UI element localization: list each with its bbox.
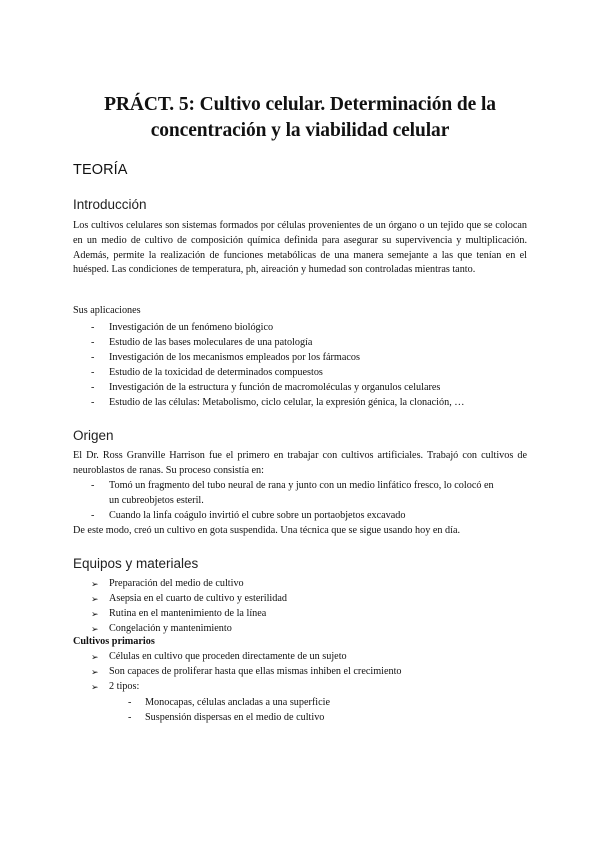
- page-title: [60, 92, 540, 144]
- application-item: Estudio de las bases moleculares de una patología: [109, 337, 313, 348]
- bullet-dash: -: [91, 367, 95, 378]
- origin-closing: De este modo, creó un cultivo en gota suspendida. Una técnica que se sigue usando hoy en día.: [73, 525, 461, 536]
- equipment-item: Congelación y mantenimiento: [109, 623, 232, 634]
- heading-equipos: Equipos y materiales: [73, 556, 199, 571]
- applications-label: Sus aplicaciones: [73, 305, 141, 316]
- bullet-dash: -: [91, 322, 95, 333]
- application-item: Investigación de un fenómeno biológico: [109, 322, 274, 333]
- equipment-item: Asepsia en el cuarto de cultivo y esterilidad: [109, 593, 287, 604]
- application-item: Investigación de los mecanismos empleados por los fármacos: [109, 352, 360, 363]
- application-item: Investigación de la estructura y función de macromoléculas y organulos celulares: [109, 382, 441, 393]
- primary-item: Células en cultivo que proceden directamente de un sujeto: [109, 651, 347, 662]
- arrow-bullet-icon: ➢: [91, 609, 99, 619]
- type-item: Monocapas, células ancladas a una superficie: [145, 697, 330, 708]
- intro-paragraph: Los cultivos celulares son sistemas formados por células provenientes de un órgano o un tejido que se colocan en un medio de cultivo de composición química definida para asegurar su supervivencia y multiplicación. Además, permite la realización de funciones metabólicas de una manera semejante a las que tenían en el huésped. Las condiciones de temperatura, ph, aireación y humedad son controladas mientras tanto.: [73, 220, 527, 276]
- heading-cultivos-primarios: Cultivos primarios: [73, 636, 155, 647]
- title-line-1: PRÁCT. 5: Cultivo celular. Determinación de la: [104, 94, 496, 115]
- title-line-2: concentración y la viabilidad celular: [150, 120, 450, 141]
- origin-step: Tomó un fragmento del tubo neural de rana y junto con un medio linfático fresco, lo colocó en: [109, 480, 494, 491]
- bullet-dash: -: [91, 510, 95, 521]
- heading-introduccion: Introducción: [73, 197, 147, 212]
- bullet-dash: -: [128, 697, 132, 708]
- application-item: Estudio de la toxicidad de determinados compuestos: [109, 367, 323, 378]
- bullet-dash: -: [91, 352, 95, 363]
- arrow-bullet-icon: ➢: [91, 624, 99, 634]
- bullet-dash: -: [91, 337, 95, 348]
- bullet-dash: -: [91, 397, 95, 408]
- origin-step: Cuando la linfa coágulo invirtió el cubre sobre un portaobjetos excavado: [109, 510, 406, 521]
- arrow-bullet-icon: ➢: [91, 667, 99, 677]
- type-item: Suspensión dispersas en el medio de cultivo: [145, 712, 325, 723]
- arrow-bullet-icon: ➢: [91, 594, 99, 604]
- origin-step-continuation: un cubreobjetos esteril.: [109, 495, 204, 506]
- equipment-item: Preparación del medio de cultivo: [109, 578, 244, 589]
- primary-item: Son capaces de proliferar hasta que ellas mismas inhiben el crecimiento: [109, 666, 402, 677]
- arrow-bullet-icon: ➢: [91, 579, 99, 589]
- arrow-bullet-icon: ➢: [91, 682, 99, 692]
- bullet-dash: -: [91, 480, 95, 491]
- equipment-item: Rutina en el mantenimiento de la línea: [109, 608, 267, 619]
- application-item: Estudio de las células: Metabolismo, ciclo celular, la expresión génica, la clonación, …: [109, 397, 465, 408]
- bullet-dash: -: [128, 712, 132, 723]
- heading-origen: Origen: [73, 428, 114, 443]
- arrow-bullet-icon: ➢: [91, 652, 99, 662]
- section-heading-teoria: TEORÍA: [73, 162, 128, 178]
- bullet-dash: -: [91, 382, 95, 393]
- origin-paragraph: El Dr. Ross Granville Harrison fue el primero en trabajar con cultivos artificiales. Trabajó con cultivos de neuroblastos de ranas. Su proceso consistía en:: [73, 450, 527, 476]
- primary-item: 2 tipos:: [109, 681, 140, 692]
